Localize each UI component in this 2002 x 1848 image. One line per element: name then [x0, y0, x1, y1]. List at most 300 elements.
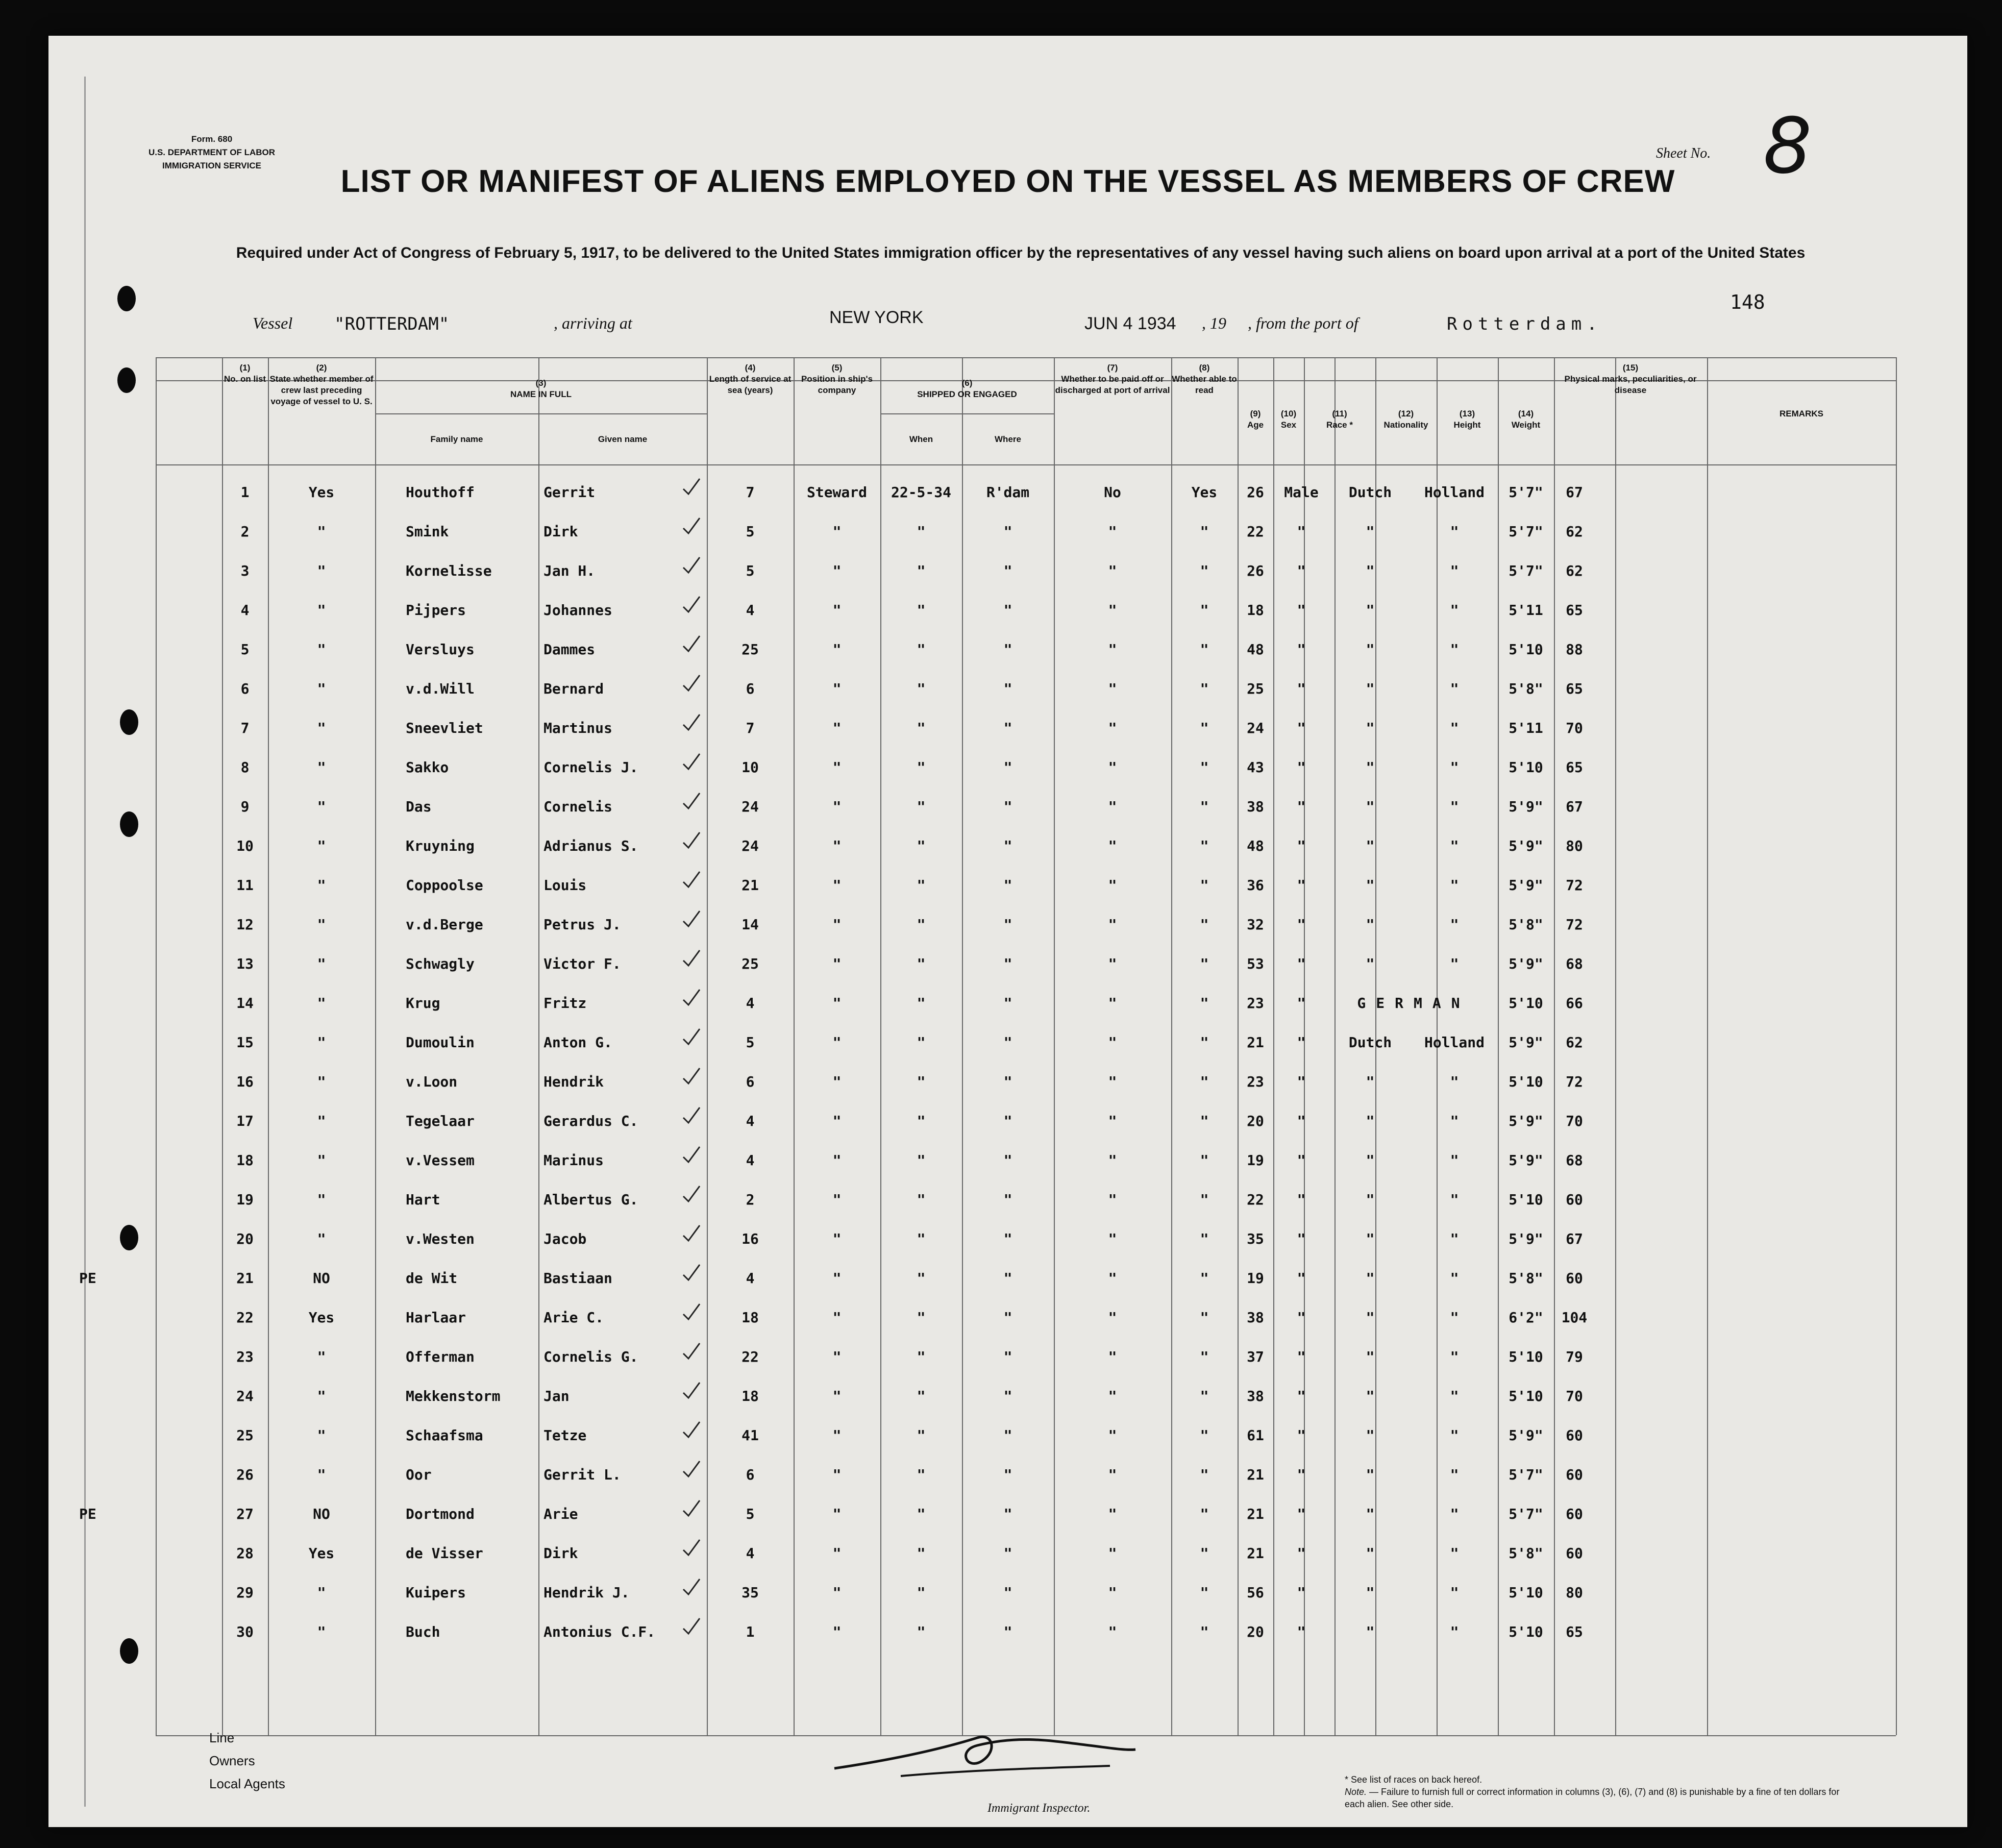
cell-given: Gerrit L.	[543, 1466, 621, 1483]
cell-height: 5'9"	[1509, 955, 1543, 972]
cell-read: "	[1200, 1466, 1209, 1483]
cell-no: 17	[236, 1113, 254, 1129]
column-number: (2)	[316, 363, 327, 373]
column-number: (12)	[1398, 409, 1414, 418]
cell-paid: "	[1108, 720, 1117, 736]
cell-service: 7	[746, 720, 755, 736]
arriving-label: , arriving at	[554, 314, 632, 332]
cell-read: "	[1200, 1348, 1209, 1365]
footer-fields	[209, 1730, 285, 1799]
table-row	[156, 1103, 1896, 1143]
cell-prev: "	[317, 916, 326, 933]
page-number-stamp: 148	[1730, 291, 1765, 313]
column-number: (5)	[831, 363, 843, 373]
service-name: IMMIGRATION SERVICE	[162, 161, 261, 170]
cell-height: 5'7"	[1509, 1466, 1543, 1483]
cell-service: 10	[742, 759, 759, 776]
column-label: Height	[1453, 420, 1481, 430]
cell-race: "	[1366, 837, 1375, 854]
table-row	[156, 1614, 1896, 1654]
table-row	[156, 946, 1896, 985]
cell-family: Sakko	[406, 759, 449, 776]
cell-given: Cornelis J.	[543, 759, 638, 776]
cell-when: "	[917, 1309, 926, 1326]
cell-when: "	[917, 877, 926, 894]
cell-read: "	[1200, 798, 1209, 815]
cell-paid: "	[1108, 837, 1117, 854]
cell-no: 20	[236, 1230, 254, 1247]
table-row	[156, 1064, 1896, 1103]
column-label: Sex	[1280, 420, 1297, 430]
form-number: Form. 680	[191, 134, 233, 144]
local-agents-label: Local Agents	[209, 1776, 285, 1791]
cell-weight: 70	[1566, 720, 1583, 736]
checkmark-icon	[681, 1539, 702, 1557]
cell-age: 26	[1247, 484, 1264, 501]
cell-weight: 68	[1566, 1152, 1583, 1169]
cell-service: 4	[746, 602, 755, 619]
vessel-name: "ROTTERDAM"	[334, 314, 450, 334]
cell-prev: Yes	[308, 1309, 335, 1326]
cell-given: Bastiaan	[543, 1270, 612, 1287]
footer-note	[1345, 1773, 1855, 1810]
cell-no: 21	[236, 1270, 254, 1287]
cell-given: Johannes	[543, 602, 612, 619]
cell-prev: "	[317, 1191, 326, 1208]
cell-nationality: "	[1450, 641, 1459, 658]
checkmark-icon	[681, 1617, 702, 1636]
cell-when: "	[917, 1584, 926, 1601]
cell-nationality: "	[1450, 1584, 1459, 1601]
table-row	[156, 985, 1896, 1025]
cell-no: 27	[236, 1506, 254, 1522]
cell-family: Buch	[406, 1623, 440, 1640]
cell-paid: "	[1108, 1073, 1117, 1090]
cell-where: "	[1003, 1309, 1012, 1326]
cell-nationality: "	[1450, 523, 1459, 540]
column-number: (13)	[1459, 409, 1475, 418]
cell-position: "	[832, 1427, 842, 1444]
cell-weight: 60	[1566, 1466, 1583, 1483]
margin-tag: PE	[79, 1270, 96, 1287]
department-name: U.S. DEPARTMENT OF LABOR	[148, 147, 276, 157]
cell-family: Kornelisse	[406, 562, 492, 579]
cell-paid: "	[1108, 995, 1117, 1012]
cell-family: v.d.Will	[406, 680, 475, 697]
column-label: State whether member of crew last preceding voyage of vessel to U. S.	[269, 374, 374, 406]
column-number: (3)	[535, 378, 547, 388]
checkmark-icon	[681, 910, 702, 928]
cell-where: "	[1003, 680, 1012, 697]
column-label: No. on list	[224, 374, 266, 384]
cell-family: Mekkenstorm	[406, 1388, 501, 1405]
cell-prev: "	[317, 995, 326, 1012]
cell-weight: 65	[1566, 759, 1583, 776]
cell-paid: "	[1108, 1623, 1117, 1640]
cell-sex: "	[1297, 602, 1306, 619]
cell-where: "	[1003, 523, 1012, 540]
cell-nationality: "	[1450, 1545, 1459, 1562]
cell-race: "	[1366, 1073, 1375, 1090]
cell-given: Jacob	[543, 1230, 587, 1247]
cell-sex: "	[1297, 1191, 1306, 1208]
cell-prev: "	[317, 1113, 326, 1129]
cell-when: "	[917, 955, 926, 972]
owners-label: Owners	[209, 1753, 255, 1768]
cell-read: "	[1200, 916, 1209, 933]
cell-read: "	[1200, 955, 1209, 972]
cell-nationality: "	[1450, 1466, 1459, 1483]
table-row	[156, 750, 1896, 789]
cell-nationality: "	[1450, 955, 1459, 972]
cell-position: "	[832, 1623, 842, 1640]
column-label: REMARKS	[1779, 409, 1823, 418]
cell-service: 25	[742, 955, 759, 972]
sheet-number-label: Sheet No.	[1656, 145, 1711, 161]
cell-age: 21	[1247, 1466, 1264, 1483]
cell-given: Bernard	[543, 680, 604, 697]
cell-sex: "	[1297, 916, 1306, 933]
cell-sex: "	[1297, 1152, 1306, 1169]
column-label: Whether to be paid off or discharged at port of arrival	[1055, 374, 1170, 395]
cell-family: Harlaar	[406, 1309, 466, 1326]
cell-where: "	[1003, 1466, 1012, 1483]
binder-hole	[120, 709, 138, 735]
cell-height: 5'11	[1509, 720, 1543, 736]
cell-service: 6	[746, 1073, 755, 1090]
cell-race: "	[1366, 1427, 1375, 1444]
table-row	[156, 1536, 1896, 1575]
cell-family: Versluys	[406, 641, 475, 658]
cell-family: Schaafsma	[406, 1427, 483, 1444]
cell-nationality: "	[1450, 798, 1459, 815]
cell-nationality: "	[1450, 1191, 1459, 1208]
cell-age: 19	[1247, 1270, 1264, 1287]
cell-weight: 60	[1566, 1427, 1583, 1444]
table-row	[79, 1496, 1896, 1536]
cell-read: "	[1200, 1191, 1209, 1208]
table-row	[156, 632, 1896, 671]
cell-family: Dumoulin	[406, 1034, 475, 1051]
cell-where: "	[1003, 1113, 1012, 1129]
cell-paid: "	[1108, 916, 1117, 933]
checkmark-icon	[681, 1028, 702, 1046]
arrival-date: JUN 4 1934	[1084, 314, 1176, 333]
cell-when: "	[917, 523, 926, 540]
cell-race: "	[1366, 1506, 1375, 1522]
cell-position: "	[832, 1113, 842, 1129]
table-row	[156, 868, 1896, 907]
inspector-signature	[824, 1720, 1141, 1786]
cell-sex: "	[1297, 955, 1306, 972]
cell-given: Anton G.	[543, 1034, 612, 1051]
races-note: * See list of races on back hereof.	[1345, 1775, 1482, 1785]
checkmark-icon	[681, 674, 702, 693]
cell-race: "	[1366, 641, 1375, 658]
cell-position: "	[832, 759, 842, 776]
checkmark-icon	[681, 478, 702, 496]
column-label: Nationality	[1383, 420, 1428, 430]
cell-age: 48	[1247, 641, 1264, 658]
cell-service: 18	[742, 1388, 759, 1405]
cell-paid: "	[1108, 1230, 1117, 1247]
cell-paid: "	[1108, 1427, 1117, 1444]
cell-read: "	[1200, 1545, 1209, 1562]
cell-service: 2	[746, 1191, 755, 1208]
cell-age: 23	[1247, 995, 1264, 1012]
cell-nationality: "	[1450, 1388, 1459, 1405]
cell-service: 7	[746, 484, 755, 501]
cell-race: "	[1366, 1152, 1375, 1169]
cell-read: "	[1200, 1584, 1209, 1601]
cell-family: v.Westen	[406, 1230, 475, 1247]
cell-prev: Yes	[308, 484, 335, 501]
cell-height: 5'10	[1509, 995, 1543, 1012]
cell-no: 25	[236, 1427, 254, 1444]
cell-given: Petrus J.	[543, 916, 621, 933]
cell-age: 18	[1247, 602, 1264, 619]
cell-age: 32	[1247, 916, 1264, 933]
binder-hole	[120, 811, 138, 837]
table-row	[156, 1378, 1896, 1418]
cell-race: "	[1366, 562, 1375, 579]
cell-where: "	[1003, 1427, 1012, 1444]
column-header	[880, 434, 962, 445]
column-number: (1)	[239, 363, 251, 373]
cell-read: "	[1200, 1034, 1209, 1051]
cell-position: "	[832, 1348, 842, 1365]
cell-sex: "	[1297, 1034, 1306, 1051]
cell-prev: "	[317, 1466, 326, 1483]
header-rule	[156, 357, 1896, 358]
cell-sex: "	[1297, 1348, 1306, 1365]
cell-when: "	[917, 995, 926, 1012]
cell-paid: "	[1108, 1545, 1117, 1562]
cell-where: "	[1003, 837, 1012, 854]
cell-race: "	[1366, 1113, 1375, 1129]
cell-given: Albertus G.	[543, 1191, 638, 1208]
cell-family: Sneevliet	[406, 720, 483, 736]
cell-where: "	[1003, 877, 1012, 894]
cell-paid: "	[1108, 1152, 1117, 1169]
cell-prev: "	[317, 798, 326, 815]
cell-given: Antonius C.F.	[543, 1623, 656, 1640]
cell-height: 5'9"	[1509, 1034, 1543, 1051]
cell-age: 24	[1247, 720, 1264, 736]
cell-family: v.Loon	[406, 1073, 458, 1090]
cell-service: 6	[746, 680, 755, 697]
cell-no: 16	[236, 1073, 254, 1090]
checkmark-icon	[681, 1106, 702, 1125]
column-number: (7)	[1107, 363, 1118, 373]
cell-height: 5'10	[1509, 1348, 1543, 1365]
cell-when: "	[917, 641, 926, 658]
cell-sex: "	[1297, 1073, 1306, 1090]
cell-given: Tetze	[543, 1427, 587, 1444]
cell-no: 29	[236, 1584, 254, 1601]
cell-no: 24	[236, 1388, 254, 1405]
column-header	[1273, 408, 1304, 431]
cell-given: Adrianus S.	[543, 837, 638, 854]
cell-prev: "	[317, 1427, 326, 1444]
cell-given: Cornelis G.	[543, 1348, 638, 1365]
cell-where: "	[1003, 798, 1012, 815]
cell-sex: "	[1297, 523, 1306, 540]
cell-read: "	[1200, 680, 1209, 697]
cell-position: "	[832, 1506, 842, 1522]
cell-weight: 65	[1566, 1623, 1583, 1640]
cell-age: 38	[1247, 1309, 1264, 1326]
cell-weight: 70	[1566, 1388, 1583, 1405]
cell-prev: "	[317, 1034, 326, 1051]
cell-position: "	[832, 1073, 842, 1090]
cell-nationality: Holland	[1424, 1034, 1485, 1051]
cell-family: Kuipers	[406, 1584, 466, 1601]
cell-no: 11	[236, 877, 254, 894]
cell-age: 21	[1247, 1545, 1264, 1562]
cell-given: Arie C.	[543, 1309, 604, 1326]
cell-where: "	[1003, 1623, 1012, 1640]
column-header	[222, 362, 268, 385]
cell-given: Fritz	[543, 995, 587, 1012]
cell-age: 21	[1247, 1506, 1264, 1522]
cell-height: 5'9"	[1509, 1230, 1543, 1247]
cell-where: "	[1003, 1270, 1012, 1287]
table-row	[156, 671, 1896, 710]
cell-read: "	[1200, 877, 1209, 894]
cell-paid: "	[1108, 1584, 1117, 1601]
cell-nationality: "	[1450, 1113, 1459, 1129]
cell-where: "	[1003, 955, 1012, 972]
cell-given: Hendrik	[543, 1073, 604, 1090]
cell-position: "	[832, 1584, 842, 1601]
manifest-sheet	[48, 36, 1967, 1827]
cell-sex: "	[1297, 1584, 1306, 1601]
cell-no: 3	[240, 562, 250, 579]
cell-service: 4	[746, 1152, 755, 1169]
cell-height: 5'10	[1509, 1073, 1543, 1090]
cell-position: "	[832, 877, 842, 894]
cell-family: v.d.Berge	[406, 916, 483, 933]
cell-height: 5'8"	[1509, 1270, 1543, 1287]
cell-age: 38	[1247, 1388, 1264, 1405]
checkmark-icon	[681, 1578, 702, 1596]
cell-no: 6	[240, 680, 250, 697]
cell-sex: "	[1297, 562, 1306, 579]
cell-weight: 104	[1561, 1309, 1588, 1326]
cell-position: "	[832, 1270, 842, 1287]
cell-weight: 62	[1566, 562, 1583, 579]
table-row	[156, 1300, 1896, 1339]
cell-race: "	[1366, 955, 1375, 972]
cell-no: 2	[240, 523, 250, 540]
cell-nationality: "	[1450, 680, 1459, 697]
cell-sex: "	[1297, 877, 1306, 894]
cell-when: "	[917, 1427, 926, 1444]
table-row	[156, 1143, 1896, 1182]
cell-where: "	[1003, 720, 1012, 736]
cell-when: "	[917, 1623, 926, 1640]
cell-weight: 67	[1566, 798, 1583, 815]
binder-hole	[120, 1638, 138, 1664]
checkmark-icon	[681, 1303, 702, 1321]
cell-given: Victor F.	[543, 955, 621, 972]
line-label: Line	[209, 1730, 235, 1745]
cell-prev: "	[317, 1388, 326, 1405]
cell-race: "	[1366, 602, 1375, 619]
column-label: Race *	[1326, 420, 1353, 430]
cell-prev: "	[317, 523, 326, 540]
cell-no: 9	[240, 798, 250, 815]
cell-height: 5'10	[1509, 641, 1543, 658]
cell-position: "	[832, 1309, 842, 1326]
cell-age: 21	[1247, 1034, 1264, 1051]
cell-service: 4	[746, 1270, 755, 1287]
cell-sex: "	[1297, 1388, 1306, 1405]
cell-family: Offerman	[406, 1348, 475, 1365]
cell-service: 5	[746, 523, 755, 540]
cell-sex: "	[1297, 759, 1306, 776]
cell-service: 5	[746, 562, 755, 579]
cell-when: "	[917, 680, 926, 697]
cell-prev: "	[317, 641, 326, 658]
cell-position: "	[832, 995, 842, 1012]
cell-race: "	[1366, 877, 1375, 894]
cell-service: 21	[742, 877, 759, 894]
cell-given: Gerardus C.	[543, 1113, 638, 1129]
cell-nationality: "	[1450, 1623, 1459, 1640]
cell-no: 18	[236, 1152, 254, 1169]
table-row	[156, 1182, 1896, 1221]
cell-read: "	[1200, 1073, 1209, 1090]
cell-sex: "	[1297, 1466, 1306, 1483]
table-row	[156, 475, 1896, 514]
cell-race: "	[1366, 798, 1375, 815]
cell-when: "	[917, 837, 926, 854]
cell-service: 41	[742, 1427, 759, 1444]
column-header	[707, 362, 794, 396]
cell-age: 56	[1247, 1584, 1264, 1601]
cell-weight: 62	[1566, 1034, 1583, 1051]
year-label: , 19	[1202, 314, 1226, 332]
cell-paid: No	[1104, 484, 1121, 501]
cell-when: "	[917, 720, 926, 736]
cell-position: "	[832, 602, 842, 619]
cell-age: 48	[1247, 837, 1264, 854]
cell-paid: "	[1108, 1506, 1117, 1522]
cell-prev: "	[317, 720, 326, 736]
cell-paid: "	[1108, 1348, 1117, 1365]
cell-position: "	[832, 1034, 842, 1051]
cell-where: "	[1003, 1152, 1012, 1169]
cell-when: "	[917, 1545, 926, 1562]
cell-family: Coppoolse	[406, 877, 483, 894]
cell-nationality: "	[1450, 877, 1459, 894]
cell-position: "	[832, 1230, 842, 1247]
table-row	[156, 1457, 1896, 1496]
cell-race: "	[1366, 1309, 1375, 1326]
cell-service: 1	[746, 1623, 755, 1640]
cell-weight: 65	[1566, 602, 1583, 619]
cell-given: Gerrit	[543, 484, 596, 501]
cell-position: "	[832, 837, 842, 854]
table-row	[156, 1418, 1896, 1457]
checkmark-icon	[681, 1264, 702, 1282]
inspector-label: Immigrant Inspector.	[987, 1802, 1091, 1815]
cell-weight: 80	[1566, 837, 1583, 854]
cell-prev: Yes	[308, 1545, 335, 1562]
cell-no: 14	[236, 995, 254, 1012]
